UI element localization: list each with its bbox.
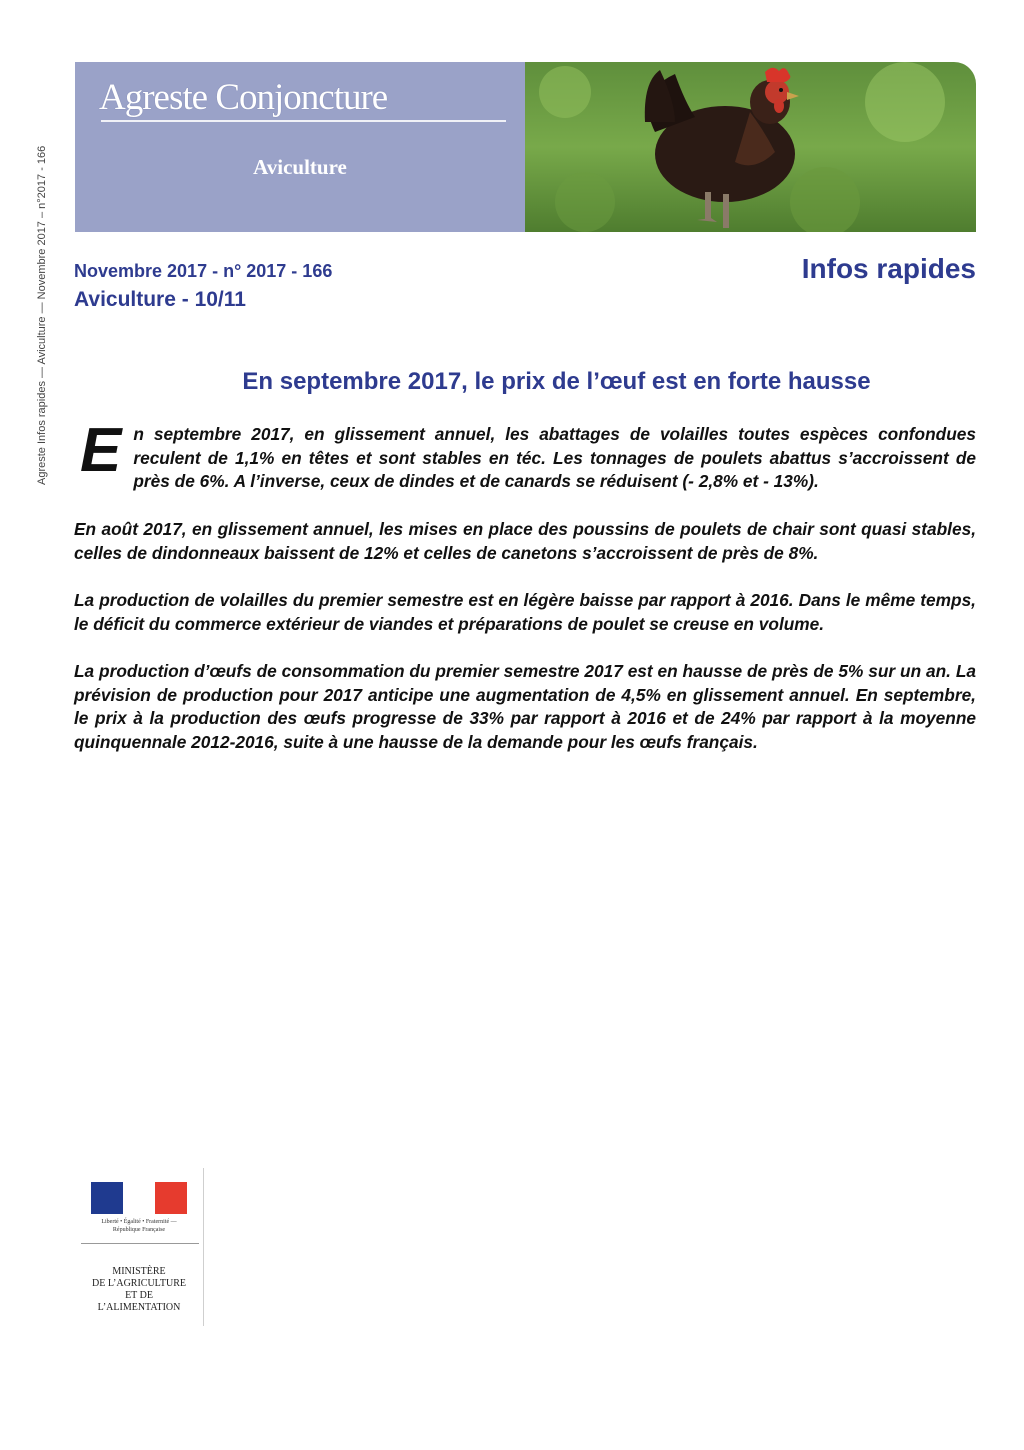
side-note-vertical: Agreste Infos rapides — Aviculture — Novembre 2017 – n°2017 - 166 [36,145,48,485]
paragraph-2: En août 2017, en glissement annuel, les mises en place des poussins de poulets de chair sont quasi stables, celles de dindonneaux baissent de 12% et celles de canetons s’accroissent de près de 8%. [74,518,976,563]
ministry-line-4: L’ALIMENTATION [97,1302,181,1313]
paragraph-1-text: n septembre 2017, en glissement annuel, les abattages de volailles toutes espèces confondues reculent de 1,1% en têtes et sont stables en téc. Les tonnages de poulets abattus s’accroissent de près de 6%. A l’inverse, ceux de dindes et de canards se réduisent (- 2,8% et - 13%). [133,424,976,492]
brand-title: Agreste Conjoncture [99,77,388,118]
paragraph-4: La production d’œufs de consommation du premier semestre 2017 est en hausse de près de 5% sur un an. La prévision de production pour 2017 anticipe une augmentation de 4,5% en glissement annuel. En septembre, le prix à la production des œufs progresse de 33% par rapport à 2016 et de 24% par rapport à la moyenne quinquennale 2012-2016, suite à une hausse de la demande pour les œufs français. [74,660,976,753]
ministry-line-1: MINISTÈRE [112,1266,166,1277]
hen-photo-icon [525,62,976,232]
header-banner [75,62,976,232]
banner-title-block [75,62,525,232]
banner-subtitle: Aviculture [253,155,347,179]
logo-motto: Liberté • Égalité • Fraternité — République Française [101,1219,177,1233]
article-body [74,416,976,778]
article-headline: En septembre 2017, le prix de l’œuf est en forte hausse [242,368,871,395]
ministry-logo [75,1168,204,1326]
ministry-line-3: ET DE [125,1290,153,1301]
ministry-name [79,1266,199,1314]
ministry-line-2: DE L’AGRICULTURE [92,1278,186,1289]
paragraph-3: La production de volailles du premier semestre est en légère baisse par rapport à 2016. Dans le même temps, le déficit du commerce extérieur de viandes et préparations de poulet se creuse en volume. [74,589,976,634]
brand-underline [101,120,506,122]
issue-line: Novembre 2017 - n° 2017 - 166 [74,261,333,281]
paragraph-1 [74,416,976,494]
drop-cap: E [80,416,122,485]
marianne-logo-icon [91,1182,187,1214]
section-line: Aviculture - 10/11 [74,288,246,311]
logo-divider [81,1243,199,1244]
series-label: Infos rapides [801,253,976,284]
hen-photo [525,62,976,232]
